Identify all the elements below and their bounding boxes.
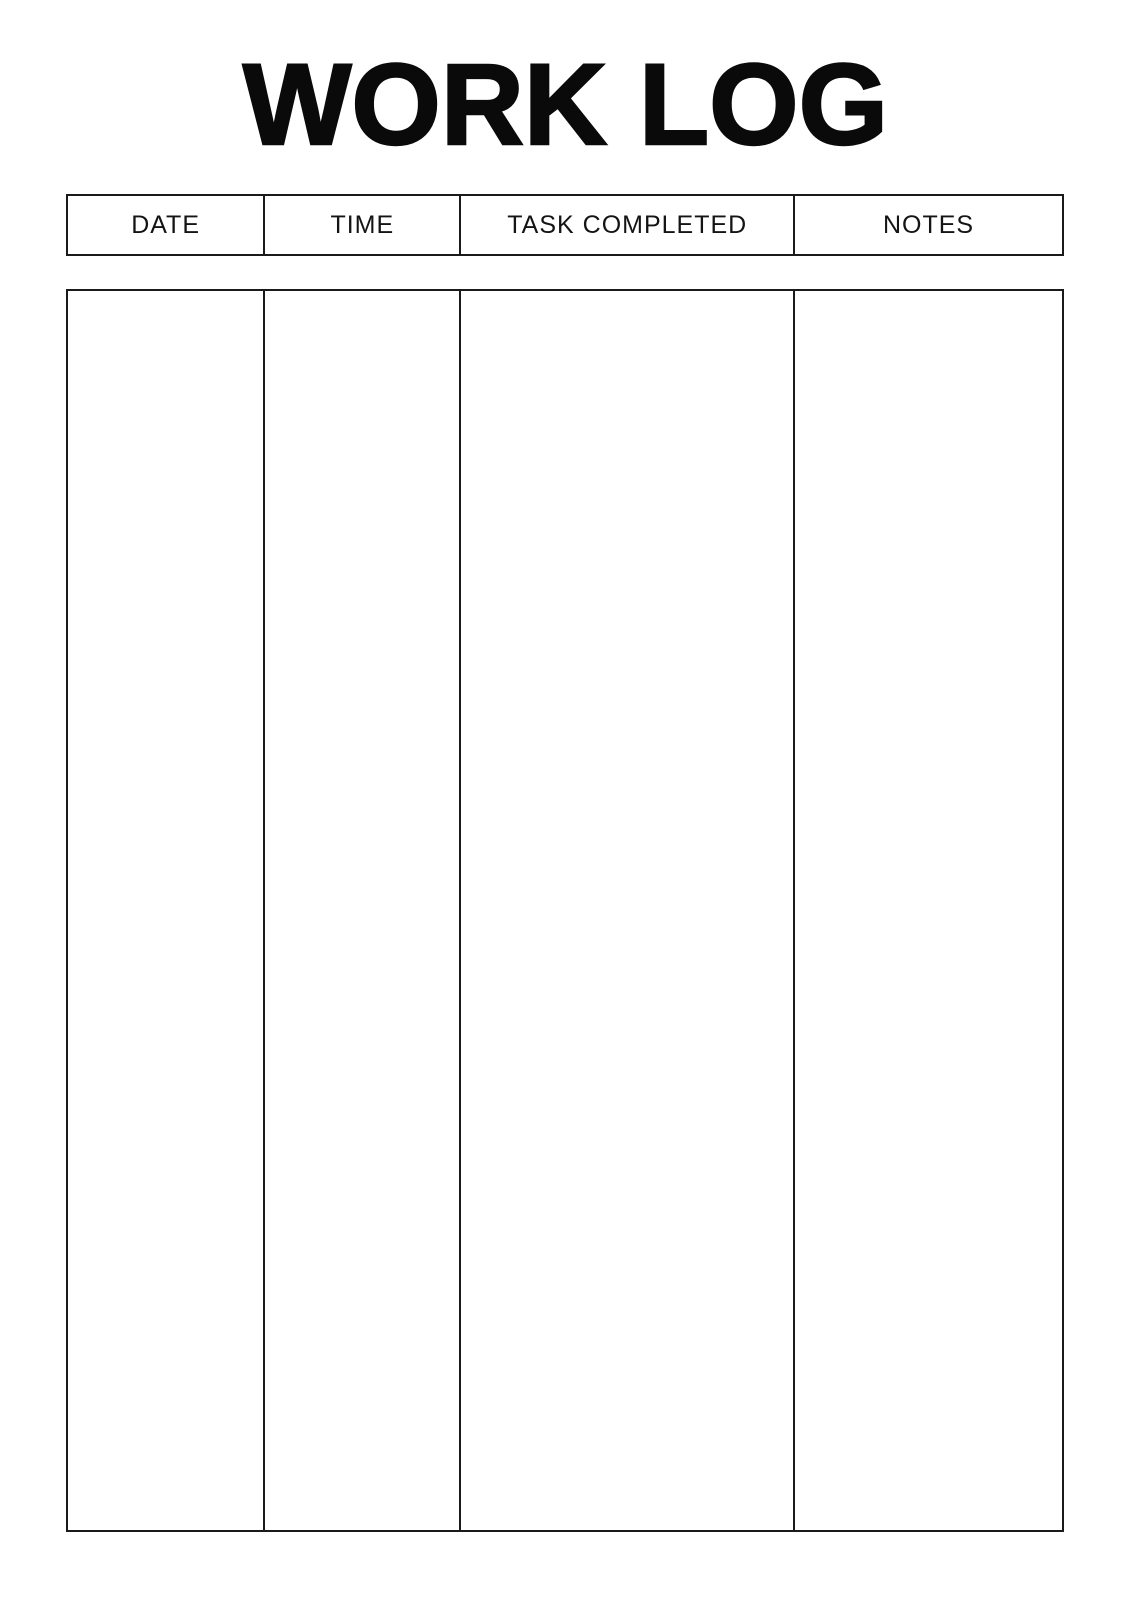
notes-column-entry-area[interactable] bbox=[795, 291, 1062, 1530]
page-title: WORK LOG bbox=[242, 41, 889, 169]
log-table-body bbox=[66, 289, 1064, 1532]
column-header-time: TIME bbox=[265, 196, 461, 254]
column-header-task-completed: TASK COMPLETED bbox=[461, 196, 795, 254]
date-column-entry-area[interactable] bbox=[68, 291, 265, 1530]
column-header-date: DATE bbox=[68, 196, 265, 254]
task-completed-column-entry-area[interactable] bbox=[461, 291, 795, 1530]
column-header-notes: NOTES bbox=[882, 210, 975, 239]
log-table-header bbox=[66, 194, 1064, 256]
time-column-entry-area[interactable] bbox=[265, 291, 461, 1530]
